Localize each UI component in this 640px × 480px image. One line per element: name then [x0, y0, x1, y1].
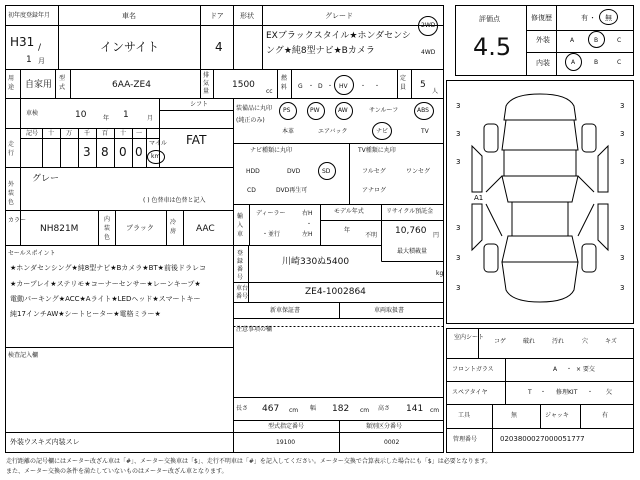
fuel-g: G: [298, 83, 303, 90]
doors-label: ドア: [210, 12, 224, 20]
color-value: グレー: [32, 174, 60, 184]
capacity-value: 5: [420, 80, 426, 90]
type-value: 6AA-ZE4: [112, 80, 151, 90]
type-no-value: 19100: [276, 439, 296, 446]
equip-tv: TV: [421, 128, 429, 135]
warranty-book-label: 新車保証書: [270, 307, 301, 314]
jack-value: 有: [602, 412, 609, 419]
inspector-label: 検査記入欄: [8, 352, 39, 359]
repair-no: 無: [605, 14, 612, 22]
shift-label: シフト: [190, 101, 209, 108]
front-glass-dash: ・: [566, 366, 573, 373]
length-unit: cm: [289, 407, 299, 414]
spare-tire-label: スペアタイヤ: [452, 389, 488, 396]
jack-label: ジャッキ: [545, 412, 569, 419]
length-label: 長さ: [236, 405, 249, 412]
type-no-label: 型式指定番号: [268, 423, 305, 430]
recycle-label: リサイクル預託金: [386, 208, 434, 215]
tv-fullseg: フルセグ: [362, 168, 386, 175]
car-condition-diagram: [446, 80, 634, 324]
type-label: 型式: [59, 75, 66, 91]
inspector-note: 外装ウスキズ内装スレ: [10, 438, 80, 446]
model-label: 車名: [122, 12, 136, 20]
exterior-c: C: [617, 37, 622, 44]
mileage-unit-3: 千: [84, 130, 91, 137]
notes-label: 注意事項の欄: [236, 326, 273, 333]
spare-kit: 修理KIT: [556, 389, 578, 396]
spare-none: 欠: [606, 389, 613, 396]
nav-hdd: HDD: [246, 168, 260, 175]
height-unit: cm: [430, 407, 440, 414]
fuel-dot-1: ・: [308, 83, 315, 90]
sales-point-line: ★カープレイ★ステリモ★コーナーセンサー★レーンキープ★: [10, 280, 201, 288]
inspection-year-unit: 年: [103, 115, 110, 122]
seat-item: キズ: [605, 338, 617, 345]
panel-number: 3: [456, 224, 461, 232]
capacity-unit: 人: [432, 88, 439, 95]
mileage-digit-2: 0: [119, 145, 127, 159]
sales-point-line: 電動パーキング★ACC★Aライト★LEDヘッド★スマートキー: [10, 295, 201, 303]
recycle-value: 10,760: [395, 226, 427, 236]
color-code: NH821M: [40, 224, 79, 234]
width-unit: cm: [360, 407, 370, 414]
reg-slash: /: [38, 43, 42, 53]
mileage-unit-2: 万: [66, 130, 73, 137]
max-load-label: 最大積載量: [397, 248, 428, 255]
height-label: 高さ: [378, 405, 391, 412]
panel-number: 3: [456, 130, 461, 138]
fuel-dot-4: ・: [374, 83, 381, 90]
equipment-sub: (純正のみ): [236, 117, 265, 124]
equip-sunroof: サンルーフ: [369, 107, 399, 114]
inspection-month: 1: [123, 110, 129, 120]
length-value: 467: [262, 404, 280, 414]
panel-number: 3: [620, 130, 625, 138]
equip-airbag: エアバック: [318, 128, 348, 135]
equipment-label: 装備品に丸印: [236, 105, 273, 112]
tv-analog: アナログ: [362, 187, 387, 194]
mileage-unit-4: 百: [102, 130, 109, 137]
seat-item: 破れ: [523, 338, 536, 345]
fuel-dot-2: ・: [327, 83, 334, 90]
interior-c: C: [617, 59, 622, 66]
mileage-km-label: km: [151, 153, 161, 160]
nav-cd: CD: [247, 187, 256, 194]
interior-color-label: 内装色: [104, 216, 111, 241]
mgmt-label: 管理番号: [453, 436, 478, 443]
sales-point-line: 純17インチAW★シートヒーター★電格ミラー★: [10, 310, 161, 318]
inspection-month-unit: 月: [147, 115, 154, 122]
panel-number: 3: [456, 158, 461, 166]
import-left: 左H: [302, 231, 313, 238]
mgmt-value: 0203800027000051777: [500, 435, 585, 443]
model-year-unknown: 不明: [365, 232, 378, 239]
tools-value: 無: [511, 412, 518, 419]
nav-sd: SD: [322, 168, 331, 175]
seat-item: 穴: [582, 338, 589, 345]
interior-a: A: [571, 59, 576, 66]
spare-dash-1: ・: [540, 389, 547, 396]
import-dealer: ディーラー: [256, 210, 286, 217]
equip-pw: PW: [310, 107, 320, 114]
badge-2wd: 2WD: [421, 22, 436, 29]
ac-label: 冷房: [170, 219, 177, 235]
registration-value: 川崎330ぬ5400: [282, 257, 350, 267]
equip-ps: PS: [283, 107, 291, 114]
equip-leather: 本革: [282, 128, 295, 135]
color-note: ( ) 色替車は色替と記入: [143, 197, 206, 204]
panel-number: 3: [620, 284, 625, 292]
equip-nav: ナビ: [376, 128, 389, 135]
recycle-unit: 円: [433, 232, 440, 239]
tools-label: 工具: [458, 412, 471, 419]
fuel-dot-3: ・: [360, 83, 367, 90]
mileage-unit-0: 記号: [26, 130, 39, 137]
shape-label: 形状: [240, 12, 254, 20]
exterior-a: A: [570, 37, 575, 44]
disp-unit: cc: [266, 88, 273, 95]
mileage-unit-5: 十: [120, 130, 127, 137]
doors-value: 4: [215, 40, 223, 54]
tv-oneseg: ワンセグ: [406, 168, 431, 175]
chassis-label: 車台番号: [236, 285, 249, 300]
damage-mark-a1: A1: [474, 194, 484, 202]
width-label: 幅: [310, 405, 317, 412]
interior-b: B: [594, 59, 599, 66]
mileage-unit-1: 十: [48, 130, 55, 137]
sales-point-line: ★ホンダセンシング★純8型ナビ★Bカメラ★BT★前後ドラレコ: [10, 264, 206, 272]
nav-type-label: ナビ種類に丸印: [250, 147, 293, 154]
chassis-value: ZE4-1002864: [305, 287, 366, 297]
front-glass-a: A: [553, 366, 558, 373]
nav-dvd: DVD: [287, 168, 301, 175]
auction-sheet: 初年度登録年月 H31 / 1 月 車名 インサイト ドア 4 形状 グレード EXブラックスタイル★ホンダセンシ ング★純8型ナビ★Bカメラ 2WD 4WD 評価点 4.5 修復歴 有 ・ 無 外装 A B C 内装 A B C 用途 自家用 型式 6AA-ZE4 排気量 1500 cc 燃料 G ・ D ・ HV ・ ・ 定員 5 人 車検 10 年 1 月 シフト FAT 走行 記号 十 万 千 百 十 一 3 8 0 0 マイル km 外装色 グレー ( ) 色替車は色替と記入 カラー NH821M 内装色 ブラック 冷房 AAC セールスポイント ★ホンダセンシング★純8型ナビ★Bカメラ★BT★前後ドラレコ ★カープレイ★ステリモ★コーナーセンサー★レーンキープ★ 電動パーキング★ACC★Aライト★LEDヘッド★スマートキー 純17インチAW★シートヒーター★電格ミラー★ 検査記入欄 外装ウスキズ内装スレ 装備品に丸印 (純正のみ) PS PW AW サンルーフ ABS 本革 エアバック ナビ TV ナビ種類に丸印 TV種類に丸印 HDD DVD SD CD DVD再生可 フルセグ ワンセグ アナログ 輸入車 ディーラー ・並行 右H ・ 左H モデル年式 年 不明 リサイクル預託金 10,760 円 最大積載量 kg 登録番号 川崎330ぬ5400 車台番号 ZE4-1002864 新車保証書 車両取扱書 注意事項の欄 長さ 467 cm 幅 182 cm 高さ 141 cm 型式指定番号 19100 類別区分番号 0002 3 3 3 3 3 3 3 3 3 3 3 3 A1 室内シート コゲ 破れ 汚れ 穴 キズ フロントガラス A ・ × 要交 スペアタイヤ T ・ 修理KIT ・ 欠 工具 無 ジャッキ 有 管理番号 0203800027000051777 走行距離の記号欄にはメーター改ざん車は「#」、メーター交換車は「$」、走行不明車は「#」を記入してください。メーター交換で合算表示した場合にも「$」は必要となります。 また、メーター交換の条件を満たしていないものはメーター改ざん車となります。: [0, 0, 640, 480]
manual-label: 車両取扱書: [374, 307, 405, 314]
inspection-year: 10: [75, 110, 87, 120]
shift-value: FAT: [186, 133, 207, 147]
import-dot: ・: [306, 221, 313, 228]
interior-color-value: ブラック: [126, 224, 154, 232]
front-glass-label: フロントガラス: [452, 366, 494, 373]
sales-points-label: セールスポイント: [8, 250, 56, 257]
height-value: 141: [406, 404, 424, 414]
mileage-label: 走行: [8, 141, 15, 157]
repair-label: 修復歴: [531, 14, 552, 22]
disp-label: 排気量: [203, 72, 210, 95]
exterior-label: 外装: [536, 36, 550, 44]
reg-month-unit: 月: [38, 57, 45, 65]
color-code-label: カラー: [8, 217, 27, 224]
grade-label: グレード: [325, 12, 353, 20]
nav-dvd-playback: DVD再生可: [276, 187, 308, 194]
capacity-label: 定員: [400, 75, 407, 91]
reg-era-year: H31: [10, 35, 35, 49]
front-glass-x: × 要交: [576, 366, 595, 373]
reg-month: 1: [26, 55, 32, 65]
import-right: 右H: [302, 210, 313, 217]
class-no-label: 類別区分番号: [366, 423, 403, 430]
panel-number: 3: [620, 102, 625, 110]
mileage-digit-1: 8: [101, 145, 109, 159]
grade-line-1: EXブラックスタイル★ホンダセンシ: [266, 31, 411, 41]
panel-number: 3: [456, 284, 461, 292]
fuel-d: D: [318, 83, 323, 90]
spare-t: T: [528, 389, 532, 396]
score-label: 評価点: [479, 15, 500, 23]
score-value: 4.5: [473, 33, 512, 61]
color-label: 外装色: [8, 181, 15, 206]
disp-value: 1500: [232, 80, 255, 90]
footer-note-2: また、メーター交換の条件を満たしていないものはメーター改ざん車となります。: [6, 468, 228, 475]
panel-number: 3: [456, 254, 461, 262]
import-parallel: ・並行: [262, 231, 281, 238]
panel-number: 3: [620, 224, 625, 232]
seat-item: コゲ: [494, 338, 507, 345]
model-year-label: モデル年式: [334, 208, 364, 215]
repair-yes: 有: [581, 14, 588, 22]
seat-item: 汚れ: [552, 338, 565, 345]
model-value: インサイト: [100, 40, 160, 54]
max-load-unit: kg: [436, 270, 444, 277]
width-value: 182: [332, 404, 350, 414]
model-year-unit: 年: [344, 227, 351, 234]
mileage-digit-0: 3: [83, 145, 91, 159]
mileage-digit-3: 0: [135, 145, 143, 159]
equip-abs: ABS: [417, 107, 429, 114]
exterior-b: B: [594, 37, 599, 44]
equip-aw: AW: [338, 107, 348, 114]
use-value: 自家用: [25, 80, 53, 90]
tv-type-label: TV種類に丸印: [358, 147, 396, 154]
ac-value: AAC: [196, 224, 215, 234]
mileage-mile-label: マイル: [149, 140, 167, 147]
inspection-label: 車検: [26, 110, 39, 117]
class-no-value: 0002: [384, 439, 400, 446]
reg-year-label: 初年度登録年月: [8, 12, 51, 19]
interior-label: 内装: [536, 59, 550, 67]
badge-4wd: 4WD: [421, 49, 436, 56]
panel-number: 3: [456, 102, 461, 110]
panel-number: 3: [620, 254, 625, 262]
mileage-unit-6: 一: [136, 130, 143, 137]
grade-line-2: ング★純8型ナビ★Bカメラ: [266, 46, 375, 56]
fuel-hv: HV: [339, 83, 348, 90]
import-label: 輸入車: [237, 213, 244, 238]
fuel-label: 燃料: [281, 75, 288, 91]
use-label: 用途: [8, 75, 15, 91]
spare-dash-2: ・: [587, 389, 594, 396]
footer-note-1: 走行距離の記号欄にはメーター改ざん車は「#」、メーター交換車は「$」、走行不明車は「#」を記入してください。メーター交換で合算表示した場合にも「$」は必要となります。: [6, 458, 492, 465]
interior-seat-label: 室内シート: [454, 334, 485, 341]
panel-number: 3: [620, 158, 625, 166]
registration-label: 登録番号: [237, 250, 244, 281]
